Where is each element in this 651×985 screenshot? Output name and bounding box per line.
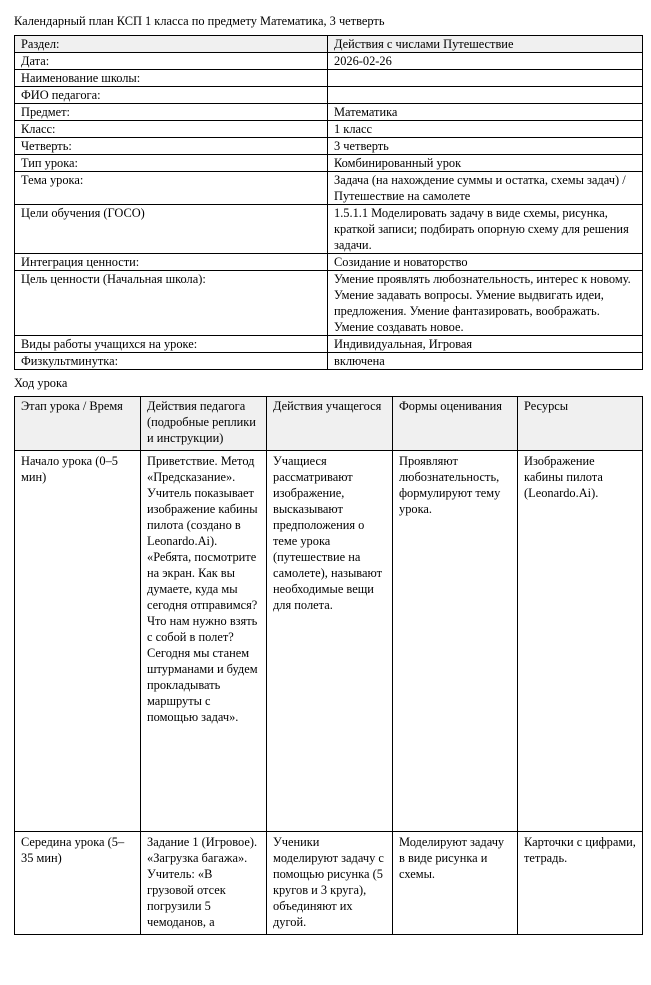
resources-cell: Карточки с цифрами, тетрадь. — [518, 832, 643, 935]
info-row — [15, 87, 643, 104]
info-row — [15, 172, 643, 205]
student-actions-cell: Учащиеся рассматривают изображение, высказывают предположения о теме урока (путешествие на самолете), называют необходимые вещи для полета. — [267, 451, 393, 832]
info-value: Действия с числами Путешествие — [328, 36, 643, 53]
assessment-cell: Проявляют любознательность, формулируют тему урока. — [393, 451, 518, 832]
info-row — [15, 121, 643, 138]
header-teacher-actions: Действия педагога (подробные реплики и инструкции) — [141, 397, 267, 451]
info-value: 1.5.1.1 Моделировать задачу в виде схемы, рисунка, краткой записи; подбирать опорную схему для решения задачи. — [328, 205, 643, 254]
info-value: 1 класс — [328, 121, 643, 138]
header-student-actions: Действия учащегося — [267, 397, 393, 451]
info-value: включена — [328, 353, 643, 370]
info-row — [15, 138, 643, 155]
info-label: Дата: — [15, 53, 328, 70]
student-actions-cell: Ученики моделируют задачу с помощью рисунка (5 кругов и 3 круга), объединяют их дугой. — [267, 832, 393, 935]
info-value: Созидание и новаторство — [328, 254, 643, 271]
info-label: Раздел: — [15, 36, 328, 53]
lesson-plan-table — [14, 396, 643, 935]
info-row — [15, 104, 643, 121]
header-resources: Ресурсы — [518, 397, 643, 451]
info-row — [15, 205, 643, 254]
lesson-progress-heading: Ход урока — [14, 376, 68, 390]
info-value — [328, 87, 643, 104]
info-row — [15, 254, 643, 271]
header-assessment: Формы оценивания — [393, 397, 518, 451]
info-row — [15, 70, 643, 87]
info-row — [15, 353, 643, 370]
header-stage: Этап урока / Время — [15, 397, 141, 451]
info-label: Тема урока: — [15, 172, 328, 205]
assessment-cell: Моделируют задачу в виде рисунка и схемы. — [393, 832, 518, 935]
info-label: Цели обучения (ГОСО) — [15, 205, 328, 254]
info-label: Тип урока: — [15, 155, 328, 172]
stage-cell: Начало урока (0–5 мин) — [15, 451, 141, 832]
lesson-header-row — [15, 397, 643, 451]
table-row — [15, 832, 643, 935]
info-label: Наименование школы: — [15, 70, 328, 87]
info-row — [15, 336, 643, 353]
document-title: Календарный план КСП 1 класса по предмету Математика, 3 четверть — [14, 14, 385, 28]
info-label: Четверть: — [15, 138, 328, 155]
info-value: Задача (на нахождение суммы и остатка, схемы задач) / Путешествие на самолете — [328, 172, 643, 205]
teacher-actions-cell: Задание 1 (Игровое). «Загрузка багажа». Учитель: «В грузовой отсек погрузили 5 чемоданов, а — [141, 832, 267, 935]
info-label: Предмет: — [15, 104, 328, 121]
info-label: Физкультминутка: — [15, 353, 328, 370]
info-value: 2026-02-26 — [328, 53, 643, 70]
info-value: Индивидуальная, Игровая — [328, 336, 643, 353]
info-label: Виды работы учащихся на уроке: — [15, 336, 328, 353]
info-row — [15, 36, 643, 53]
info-row — [15, 155, 643, 172]
info-row — [15, 53, 643, 70]
info-label: ФИО педагога: — [15, 87, 328, 104]
stage-cell: Середина урока (5–35 мин) — [15, 832, 141, 935]
info-value: 3 четверть — [328, 138, 643, 155]
info-label: Цель ценности (Начальная школа): — [15, 271, 328, 336]
teacher-actions-cell: Приветствие. Метод «Предсказание». Учитель показывает изображение кабины пилота (создано в Leonardo.Ai). «Ребята, посмотрите на экран. Как вы думаете, куда мы сегодня отправимся? Что нам нужно взять с собой в полет? Сегодня мы станем штурманами и будем прокладывать маршруты с помощью задач». — [141, 451, 267, 832]
lesson-info-table — [14, 35, 643, 370]
info-label: Интеграция ценности: — [15, 254, 328, 271]
info-value — [328, 70, 643, 87]
info-row — [15, 271, 643, 336]
info-value: Комбинированный урок — [328, 155, 643, 172]
resources-cell: Изображение кабины пилота (Leonardo.Ai). — [518, 451, 643, 832]
info-label: Класс: — [15, 121, 328, 138]
info-value: Умение проявлять любознательность, интерес к новому. Умение задавать вопросы. Умение выдвигать идеи, предложения. Умение фантазировать, воображать. Умение создавать новое. — [328, 271, 643, 336]
info-value: Математика — [328, 104, 643, 121]
table-row — [15, 451, 643, 832]
